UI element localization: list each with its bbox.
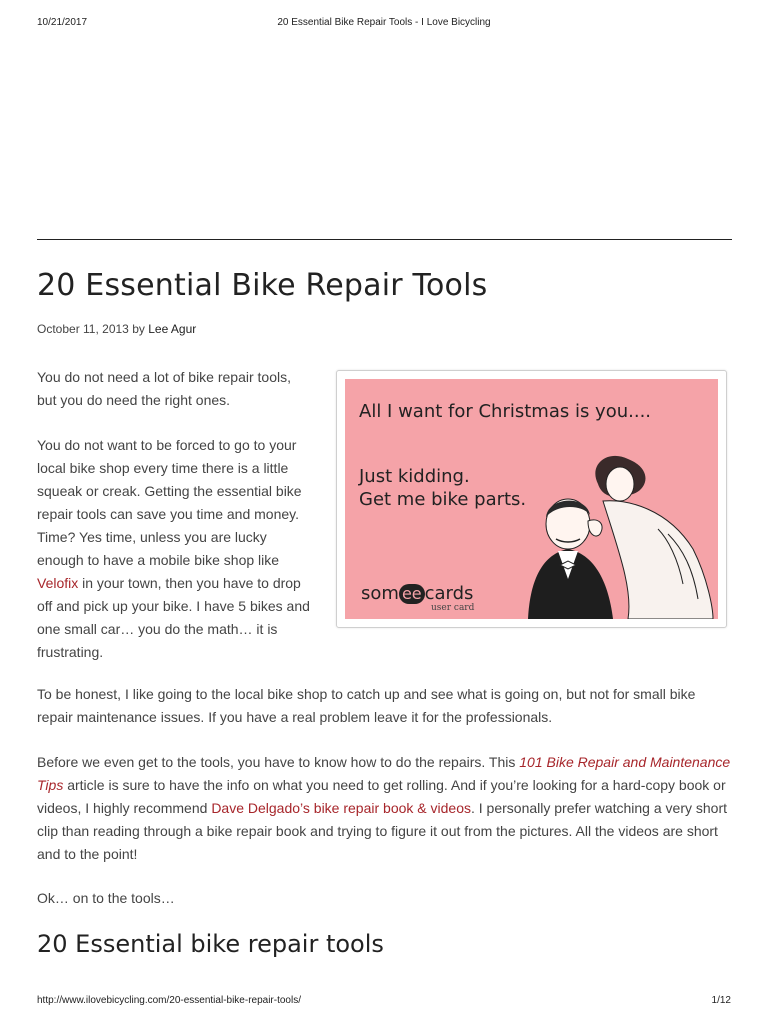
article-meta: [37, 322, 196, 336]
print-date: 10/21/2017: [37, 17, 88, 28]
ecard-line-2b: Get me bike parts.: [359, 489, 527, 510]
print-page-title: 20 Essential Bike Repair Tools - I Love Bicycling: [277, 17, 491, 28]
paragraph-text: To be honest, I like going to the local bike shop to catch up and see what is going on, but not for small bike repair maintenance issues. If you have a real problem leave it for the professionals.: [37, 686, 696, 725]
by-label: by: [132, 322, 145, 336]
ecard-image: [345, 379, 718, 619]
paragraph-fragment: Before we even get to the tools, you have to know how to do the repairs. This: [37, 754, 520, 770]
post-date: October 11, 2013: [37, 322, 129, 336]
paragraph-text: [37, 751, 732, 866]
paragraph-fragment: . I personally prefer watching a very short clip than reading through a bike repair book and trying to figure it out from the pictures. All the videos are short and to the point!: [37, 800, 727, 862]
intro-text: in your town, then you have to drop off and pick up your bike. I have 5 bikes and one small car… you do the math… it is frustrating.: [37, 575, 310, 660]
author-link[interactable]: Lee Agur: [148, 322, 197, 336]
divider-line: [37, 239, 732, 240]
paragraph-fragment: article is sure to have the info on what you need to get rolling. And if you’re looking for a hard-copy book or videos, I highly recommend: [37, 777, 726, 816]
velofix-link[interactable]: Velofix: [37, 575, 79, 591]
page-number: 1/12: [711, 995, 731, 1006]
section-heading: 20 Essential bike repair tools: [37, 930, 384, 958]
ecard-line-2a: Just kidding.: [359, 466, 470, 487]
print-header: [37, 17, 731, 31]
paragraph-on-to-tools: [37, 887, 732, 910]
intro-paragraph-2: [37, 434, 312, 664]
intro-text: You do not want to be forced to go to your local bike shop every time there is a little squeak or creak. Getting the essential bike repair tools can save you time and money. Time? Yes time, unless you are lucky enough to have a mobile bike shop like: [37, 437, 302, 568]
user-card-label: user card: [431, 603, 475, 613]
paragraph-text: Ok… on to the tools…: [37, 890, 175, 906]
logo-ee: ee: [399, 584, 425, 604]
paragraph-repairs: [37, 751, 732, 866]
someecards-logo: [361, 583, 473, 604]
intro-column: [37, 366, 312, 686]
ecard-image-frame: [336, 370, 727, 628]
delgado-book-link[interactable]: Dave Delgado’s bike repair book & videos: [211, 800, 471, 816]
intro-paragraph-1: You do not need a lot of bike repair tools, but you do need the right ones.: [37, 369, 291, 408]
article-title: 20 Essential Bike Repair Tools: [37, 268, 488, 303]
logo-text: cards: [424, 583, 474, 604]
print-url: http://www.ilovebicycling.com/20-essential-bike-repair-tools/: [37, 995, 301, 1006]
paragraph-local-shop: [37, 683, 732, 729]
couple-illustration: [508, 439, 718, 619]
ecard-line-1: All I want for Christmas is you....: [359, 401, 652, 422]
ecard-line-2: [359, 465, 526, 511]
tips-article-link[interactable]: 101 Bike Repair and Maintenance Tips: [37, 754, 731, 793]
logo-text: som: [361, 583, 399, 604]
